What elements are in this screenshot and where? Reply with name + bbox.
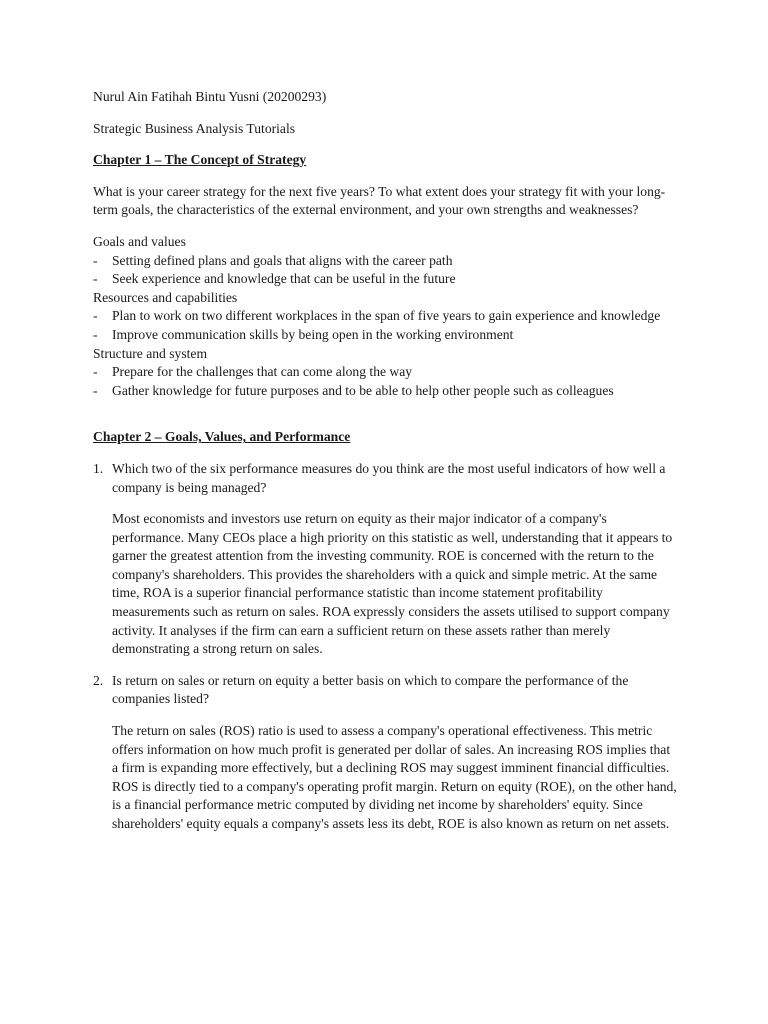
list-item: - Gather knowledge for future purposes and to be able to help other people such as colleagues: [93, 382, 678, 401]
list-item: - Seek experience and knowledge that can be useful in the future: [93, 270, 678, 289]
question-text: Which two of the six performance measures do you think are the most useful indicators of how well a company is being managed?: [112, 460, 666, 495]
chapter-1-question: What is your career strategy for the next five years? To what extent does your strategy fit with your long-term goals, the characteristics of the external environment, and your own strengths and weaknesses?: [93, 183, 666, 218]
document-page: [93, 88, 678, 834]
list-item: - Prepare for the challenges that can come along the way: [93, 363, 678, 382]
chapter-2-question-1: [93, 460, 678, 497]
question-number: 1.: [93, 460, 104, 476]
section-heading-goals: Goals and values: [93, 233, 186, 249]
chapter-2-answer-2: The return on sales (ROS) ratio is used to assess a company's operational effectiveness. This metric offers information on how much profit is generated per dollar of sales. An increasing ROS implies that a firm is expanding more effectively, but a declining ROS may suggest imminent financial difficulties. ROS is directly tied to a company's operating profit margin. Return on equity (ROE), on the other hand, is a financial performance metric computed by dividing net income by shareholders' equity. Since shareholders' equity equals a company's assets less its debt, ROE is also known as return on net assets.: [112, 723, 677, 831]
list-item: - Setting defined plans and goals that aligns with the career path: [93, 252, 678, 271]
author-line: Nurul Ain Fatihah Bintu Yusni (20200293): [93, 89, 327, 104]
question-number: 2.: [93, 672, 104, 688]
chapter-2-answer-1: Most economists and investors use return on equity as their major indicator of a company's performance. Many CEOs place a high priority on this statistic as well, understanding that it appears to garner the greatest attention from the investing community. ROE is concerned with the return to the company's shareholders. This provides the shareholders with a quick and simple metric. At the same time, ROA is a superior financial performance statistic than income statement profitability measurements such as return on sales. ROA expressly considers the assets utilised to support company activity. It analyses if the firm can earn a sufficient return on these assets rather than merely demonstrating a strong return on sales.: [112, 511, 673, 657]
chapter-1-title: Chapter 1 – The Concept of Strategy: [93, 152, 307, 168]
section-spacer: [93, 400, 678, 428]
question-text: Is return on sales or return on equity a better basis on which to compare the performance of the companies listed?: [112, 672, 629, 707]
chapter-2-title: Chapter 2 – Goals, Values, and Performance: [93, 429, 351, 445]
chapter-1-answer: [93, 233, 678, 400]
course-title: Strategic Business Analysis Tutorials: [93, 120, 296, 136]
chapter-2-question-2: [93, 672, 678, 709]
list-item: - Improve communication skills by being open in the working environment: [93, 326, 678, 345]
list-item: - Plan to work on two different workplaces in the span of five years to gain experience and knowledge: [93, 307, 678, 326]
section-heading-resources: Resources and capabilities: [93, 289, 238, 305]
section-heading-structure: Structure and system: [93, 345, 208, 361]
